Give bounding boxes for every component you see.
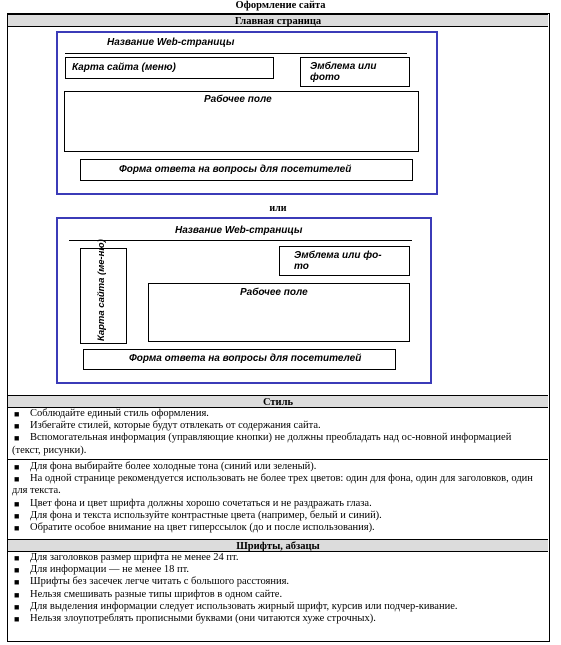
list-item: ■ Для выделения информации следует использовать жирный шрифт, курсив или подчер-кивание.: [14, 600, 458, 612]
bullet-icon: ■: [14, 409, 20, 419]
bullet-icon: ■: [14, 498, 20, 509]
diagram2-form-box: [83, 349, 396, 370]
document-title: Оформление сайта: [235, 0, 326, 11]
diagram2-work-area-label: Рабочее поле: [240, 287, 308, 298]
bullet-icon: ■: [14, 523, 20, 534]
diagram1-title-rule: [65, 53, 407, 54]
diagram2-menu-label: Карта сайта (ме-ню): [96, 239, 107, 341]
diagram1-menu-label: Карта сайта (меню): [72, 62, 176, 73]
diagram1-work-area: [64, 91, 419, 152]
diagram1-form-label: Форма ответа на вопросы для посетителей: [119, 164, 352, 175]
list-item: ■ Нельзя смешивать разные типы шрифтов в одном сайте.: [14, 588, 283, 600]
bullet-icon: ■: [14, 462, 20, 472]
bullet-icon: ■: [14, 589, 20, 600]
diagram1-work-area-label: Рабочее поле: [204, 94, 272, 105]
bullet-icon: ■: [14, 601, 20, 612]
diagram1-emblem-line1: Эмблема или: [310, 61, 377, 72]
diagram2-form-label: Форма ответа на вопросы для посетителей: [129, 353, 362, 364]
layout-diagram-1: [56, 31, 438, 195]
list-item: ■ На одной странице рекомендуется использовать не более трех цветов: один для фона, один для заголовков, один для текста.: [12, 473, 533, 497]
list-item: ■ Нельзя злоупотреблять прописными буквами (они читаются хуже строчных).: [14, 613, 376, 625]
bullet-icon: ■: [14, 510, 20, 521]
list-item: ■ Для фона выбирайте более холодные тона (синий или зеленый).: [14, 461, 317, 472]
layout-diagram-2: [56, 217, 432, 384]
list-item: ■ Соблюдайте единый стиль оформления.: [14, 408, 209, 419]
diagram2-title: Название Web-страницы: [175, 225, 303, 236]
or-label: или: [269, 203, 287, 214]
list-item: ■ Для фона и текста используйте контрастные цвета (например, белый и синий).: [14, 509, 382, 521]
list-item: ■ Цвет фона и цвет шрифта должны хорошо сочетаться и не раздражать глаза.: [14, 497, 372, 509]
diagram1-form-box: [80, 159, 413, 181]
style-divider: [8, 459, 548, 460]
diagram2-emblem-line1: Эмблема или фо-: [294, 250, 382, 261]
list-item: ■ Обратите особое внимание на цвет гиперссылок (до и после использования).: [14, 522, 375, 534]
bullet-icon: ■: [14, 614, 20, 625]
diagram1-menu-box: [65, 57, 274, 79]
content-table: [7, 13, 550, 642]
diagram2-title-rule: [69, 240, 412, 241]
bullet-icon: ■: [14, 577, 20, 588]
diagram2-emblem-line2: то: [294, 261, 309, 272]
list-item: ■ Вспомогательная информация (управляющие кнопки) не должны преобладать над ос-новной информацией (текст, рисунки).: [12, 432, 512, 456]
diagram1-title: Название Web-страницы: [107, 37, 235, 48]
bullet-icon: ■: [14, 433, 20, 444]
list-item: ■ Избегайте стилей, которые будут отвлекать от содержания сайта.: [14, 420, 321, 432]
list-item: ■ Для заголовков размер шрифта не менее 24 пт.: [14, 552, 239, 563]
list-item: ■ Шрифты без засечек легче читать с большого расстояния.: [14, 576, 290, 588]
bullet-icon: ■: [14, 474, 20, 485]
diagram2-emblem-box: [279, 246, 410, 276]
diagram2-menu-box: [80, 239, 127, 344]
section-header-main-page: Главная страница: [8, 14, 548, 27]
bullet-icon: ■: [14, 421, 20, 432]
style-list-1: [12, 408, 542, 457]
bullet-icon: ■: [14, 565, 20, 576]
section-header-fonts: Шрифты, абзацы: [8, 539, 548, 552]
fonts-list: [12, 552, 542, 625]
list-item: ■ Для информации — не менее 18 пт.: [14, 564, 190, 576]
section-header-style: Стиль: [8, 395, 548, 408]
diagram1-emblem-line2: фото: [310, 72, 340, 83]
bullet-icon: ■: [14, 553, 20, 563]
diagram1-emblem-box: [300, 57, 410, 87]
diagram2-work-area: [148, 283, 410, 342]
style-list-2: [12, 461, 542, 534]
